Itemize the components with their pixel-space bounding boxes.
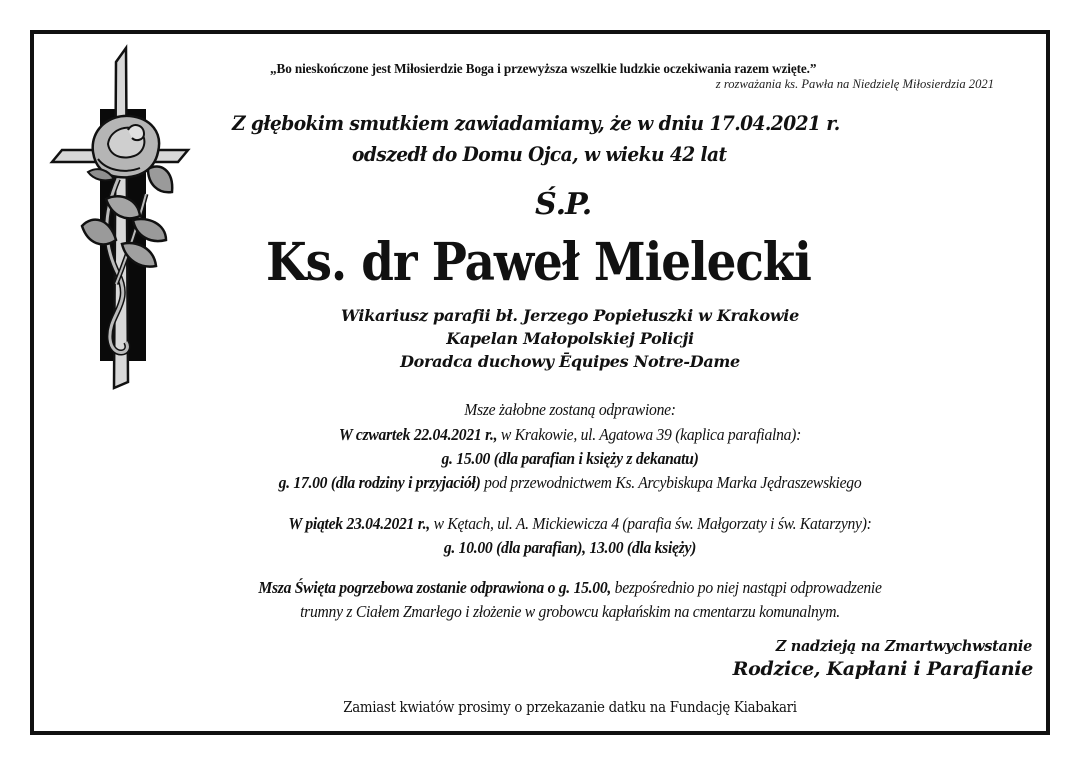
donation-note: Zamiast kwiatów prosimy o przekazanie datku na Fundację Kiabakari xyxy=(343,700,797,716)
funeral-mass-bold: Msza Święta pogrzebowa zostanie odprawiona o g. 15.00, xyxy=(258,578,612,597)
role-line: Wikariusz parafii bł. Jerzego Popiełuszki w Krakowie xyxy=(341,306,799,325)
friday-location: w Kętach, ul. A. Mickiewicza 4 (parafia św. Małgorzaty i św. Katarzyny): xyxy=(429,514,872,533)
friday-times xyxy=(46,538,1080,558)
thursday-mass-line xyxy=(46,425,1080,445)
thursday-time-1 xyxy=(46,449,1080,469)
funeral-mass-line-1 xyxy=(46,578,1080,598)
thursday-date: W czwartek 22.04.2021 r., xyxy=(338,425,498,444)
masses-heading: Msze żałobne zostaną odprawione: xyxy=(464,400,676,419)
role-line: Kapelan Małopolskiej Policji xyxy=(446,329,694,348)
friday-date: W piątek 23.04.2021 r., xyxy=(288,514,430,533)
thursday-time-2-bold: g. 17.00 (dla rodziny i przyjaciół) xyxy=(278,473,481,492)
role-line: Doradca duchowy Ēquipes Notre-Dame xyxy=(400,352,740,371)
thursday-time-1-text: g. 15.00 (dla parafian i księży z dekanatu) xyxy=(441,449,699,468)
opening-quote: „Bo nieskończone jest Miłosierdzie Boga i przewyższa wszelkie ludzkie oczekiwania razem wzięte.” xyxy=(270,61,817,76)
quote-attribution: z rozważania ks. Pawła na Niedzielę Miłosierdzia 2021 xyxy=(715,77,994,91)
thursday-location: w Krakowie, ul. Agatowa 39 (kaplica parafialna): xyxy=(497,425,802,444)
funeral-mass-line-2: trumny z Ciałem Zmarłego i złożenie w grobowcu kapłańskim na cmentarzu komunalnym. xyxy=(300,602,840,621)
funeral-mass-detail: bezpośrednio po niej nastąpi odprowadzenie xyxy=(611,578,882,597)
friday-mass-line xyxy=(46,514,1080,534)
announcement-line-2: odszedł do Domu Ojca, w wieku 42 lat xyxy=(352,142,727,166)
signatories: Rodzice, Kapłani i Parafianie xyxy=(732,658,1033,680)
honorific: Ś.P. xyxy=(535,187,592,222)
thursday-time-2-detail: pod przewodnictwem Ks. Arcybiskupa Marka Jędraszewskiego xyxy=(480,473,862,492)
thursday-time-2 xyxy=(46,473,1080,493)
deceased-name: Ks. dr Paweł Mielecki xyxy=(266,232,811,293)
announcement-line-1: Z głębokim smutkiem zawiadamiamy, że w dniu 17.04.2021 r. xyxy=(232,111,840,135)
friday-times-text: g. 10.00 (dla parafian), 13.00 (dla księży) xyxy=(443,538,697,557)
closing-hope: Z nadzieją na Zmartwychwstanie xyxy=(775,638,1032,655)
